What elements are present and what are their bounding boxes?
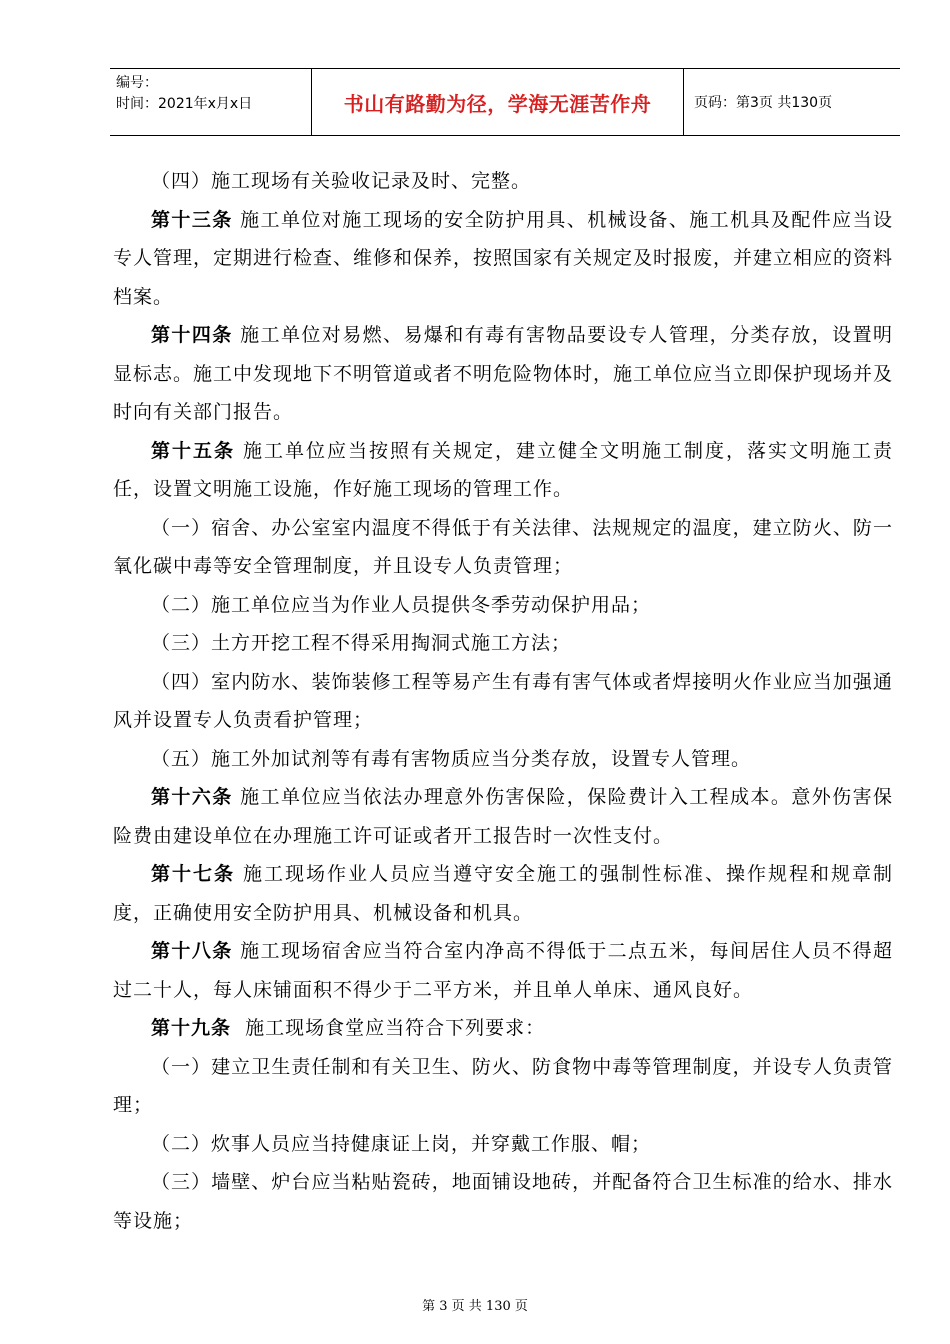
article-heading: 第十六条 (151, 786, 233, 808)
page-header (110, 68, 900, 136)
article-13: 第十三条 施工单位对施工现场的安全防护用具、机械设备、施工机具及配件应当设专人管理，定期进行检查、维修和保养，按照国家有关规定及时报废，并建立相应的资料档案。 (113, 208, 894, 308)
list-item: （四）室内防水、装饰装修工程等易产生有毒有害气体或者焊接明火作业应当加强通风并设置专人负责看护管理； (113, 670, 893, 731)
article-16: 第十六条 施工单位应当依法办理意外伤害保险，保险费计入工程成本。意外伤害保险费由建设单位在办理施工许可证或者开工报告时一次性支付。 (113, 786, 893, 847)
article-14: 第十四条 施工单位对易燃、易爆和有毒有害物品要设专人管理，分类存放，设置明显标志。施工中发现地下不明管道或者不明危险物体时，施工单位应当立即保护现场并及时向有关部门报告。 (113, 324, 894, 423)
document-time-label: 时间：2021年x月x日 (116, 96, 253, 112)
page-footer: 第 3 页 共 130 页 (422, 1299, 528, 1314)
article-heading: 第十八条 (151, 940, 233, 962)
list-item: （一）建立卫生责任制和有关卫生、防火、防食物中毒等管理制度，并设专人负责管理； (113, 1055, 893, 1116)
header-meta (110, 69, 312, 135)
header-page-number: 页码：第3页 共130页 (694, 95, 833, 111)
list-item: （三）墙壁、炉台应当粘贴瓷砖，地面铺设地砖，并配备符合卫生标准的给水、排水等设施； (113, 1171, 893, 1232)
article-15: 第十五条 施工单位应当按照有关规定，建立健全文明施工制度，落实文明施工责任，设置文明施工设施，作好施工现场的管理工作。 (113, 439, 893, 500)
list-item: （一）宿舍、办公室室内温度不得低于有关法律、法规规定的温度，建立防火、防一氧化碳中毒等安全管理制度，并且设专人负责管理； (113, 516, 893, 577)
article-heading: 第十七条 (151, 863, 235, 885)
list-item: （二）炊事人员应当持健康证上岗，并穿戴工作服、帽； (151, 1132, 652, 1155)
article-heading: 第十九条 (151, 1017, 232, 1039)
list-item: （五）施工外加试剂等有毒有害物质应当分类存放，设置专人管理。 (151, 747, 752, 770)
header-motto: 书山有路勤为径，学海无涯苦作舟 (312, 69, 684, 135)
article-17: 第十七条 施工现场作业人员应当遵守安全施工的强制性标准、操作规程和规章制度，正确使用安全防护用具、机械设备和机具。 (113, 863, 893, 924)
document-body (113, 162, 893, 1240)
article-heading: 第十三条 (151, 208, 233, 231)
document-number-label: 编号： (116, 75, 158, 91)
list-item: （二）施工单位应当为作业人员提供冬季劳动保护用品； (151, 593, 652, 616)
article-19: 第十九条 施工现场食堂应当符合下列要求： (151, 1017, 546, 1039)
article-heading: 第十四条 (151, 324, 233, 346)
paragraph: （四）施工现场有关验收记录及时、完整。 (151, 170, 532, 192)
article-18: 第十八条 施工现场宿舍应当符合室内净高不得低于二点五米，每间居住人员不得超过二十人，每人床铺面积不得少于二平方米，并且单人单床、通风良好。 (113, 940, 893, 1001)
article-heading: 第十五条 (151, 439, 235, 462)
list-item: （三）土方开挖工程不得采用掏洞式施工方法； (151, 632, 572, 654)
